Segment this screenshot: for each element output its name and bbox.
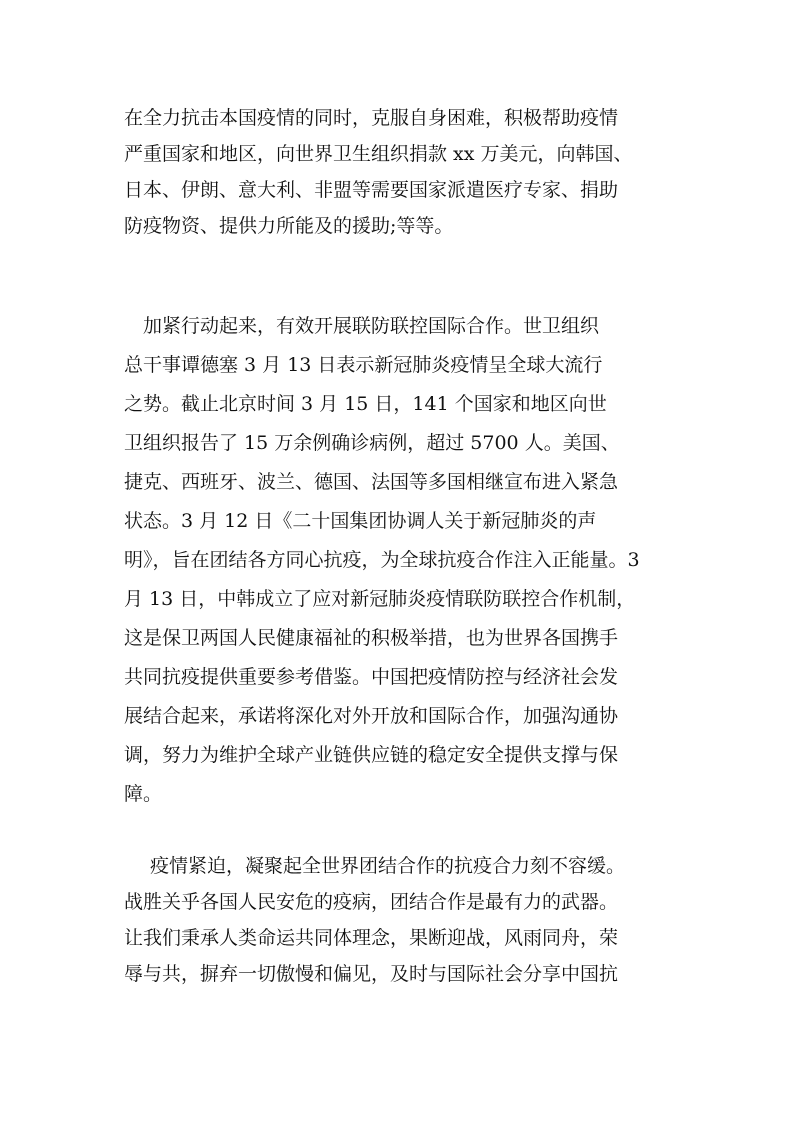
- paragraph-line: 总干事谭德塞 3 月 13 日表示新冠肺炎疫情呈全球大流行: [124, 354, 603, 376]
- paragraph-line: 辱与共，摒弃一切傲慢和偏见，及时与国际社会分享中国抗: [124, 963, 619, 985]
- paragraph-line: 日本、伊朗、意大利、非盟等需要国家派遣医疗专家、捐助: [124, 179, 619, 201]
- paragraph-line: 月 13 日，中韩成立了应对新冠肺炎疫情联防联控合作机制，: [124, 588, 636, 610]
- paragraph-line: 之势。截止北京时间 3 月 15 日，141 个国家和地区向世: [124, 393, 607, 415]
- paragraph-line: 卫组织报告了 15 万余例确诊病例，超过 5700 人。美国、: [124, 432, 620, 454]
- paragraph-line: 这是保卫两国人民健康福祉的积极举措，也为世界各国携手: [124, 627, 619, 649]
- paragraph-line: 调，努力为维护全球产业链供应链的稳定安全提供支撑与保: [124, 744, 619, 766]
- paragraph-line: 明》，旨在团结各方同心抗疫，为全球抗疫合作注入正能量。3: [124, 549, 640, 571]
- paragraph-line: 障。: [124, 783, 163, 805]
- paragraph-line: 展结合起来，承诺将深化对外开放和国际合作，加强沟通协: [124, 705, 619, 727]
- paragraph-line: 捷克、西班牙、波兰、德国、法国等多国相继宣布进入紧急: [124, 471, 619, 493]
- paragraph-line: 疫情紧迫，凝聚起全世界团结合作的抗疫合力刻不容缓。: [150, 855, 626, 877]
- paragraph-line: 在全力抗击本国疫情的同时，克服自身困难，积极帮助疫情: [124, 107, 619, 129]
- paragraph-line: 状态。3 月 12 日《二十国集团协调人关于新冠肺炎的声: [124, 510, 597, 532]
- paragraph-line: 共同抗疫提供重要参考借鉴。中国把疫情防控与经济社会发: [124, 666, 619, 688]
- paragraph-line: 严重国家和地区，向世界卫生组织捐款 xx 万美元，向韩国、: [124, 143, 633, 165]
- paragraph-line: 让我们秉承人类命运共同体理念，果断迎战，风雨同舟，荣: [124, 927, 619, 949]
- paragraph-line: 加紧行动起来，有效开展联防联控国际合作。世卫组织: [124, 315, 600, 337]
- paragraph-line: 防疫物资、提供力所能及的援助;等等。: [124, 215, 454, 237]
- paragraph-line: 战胜关乎各国人民安危的疫病，团结合作是最有力的武器。: [124, 891, 619, 913]
